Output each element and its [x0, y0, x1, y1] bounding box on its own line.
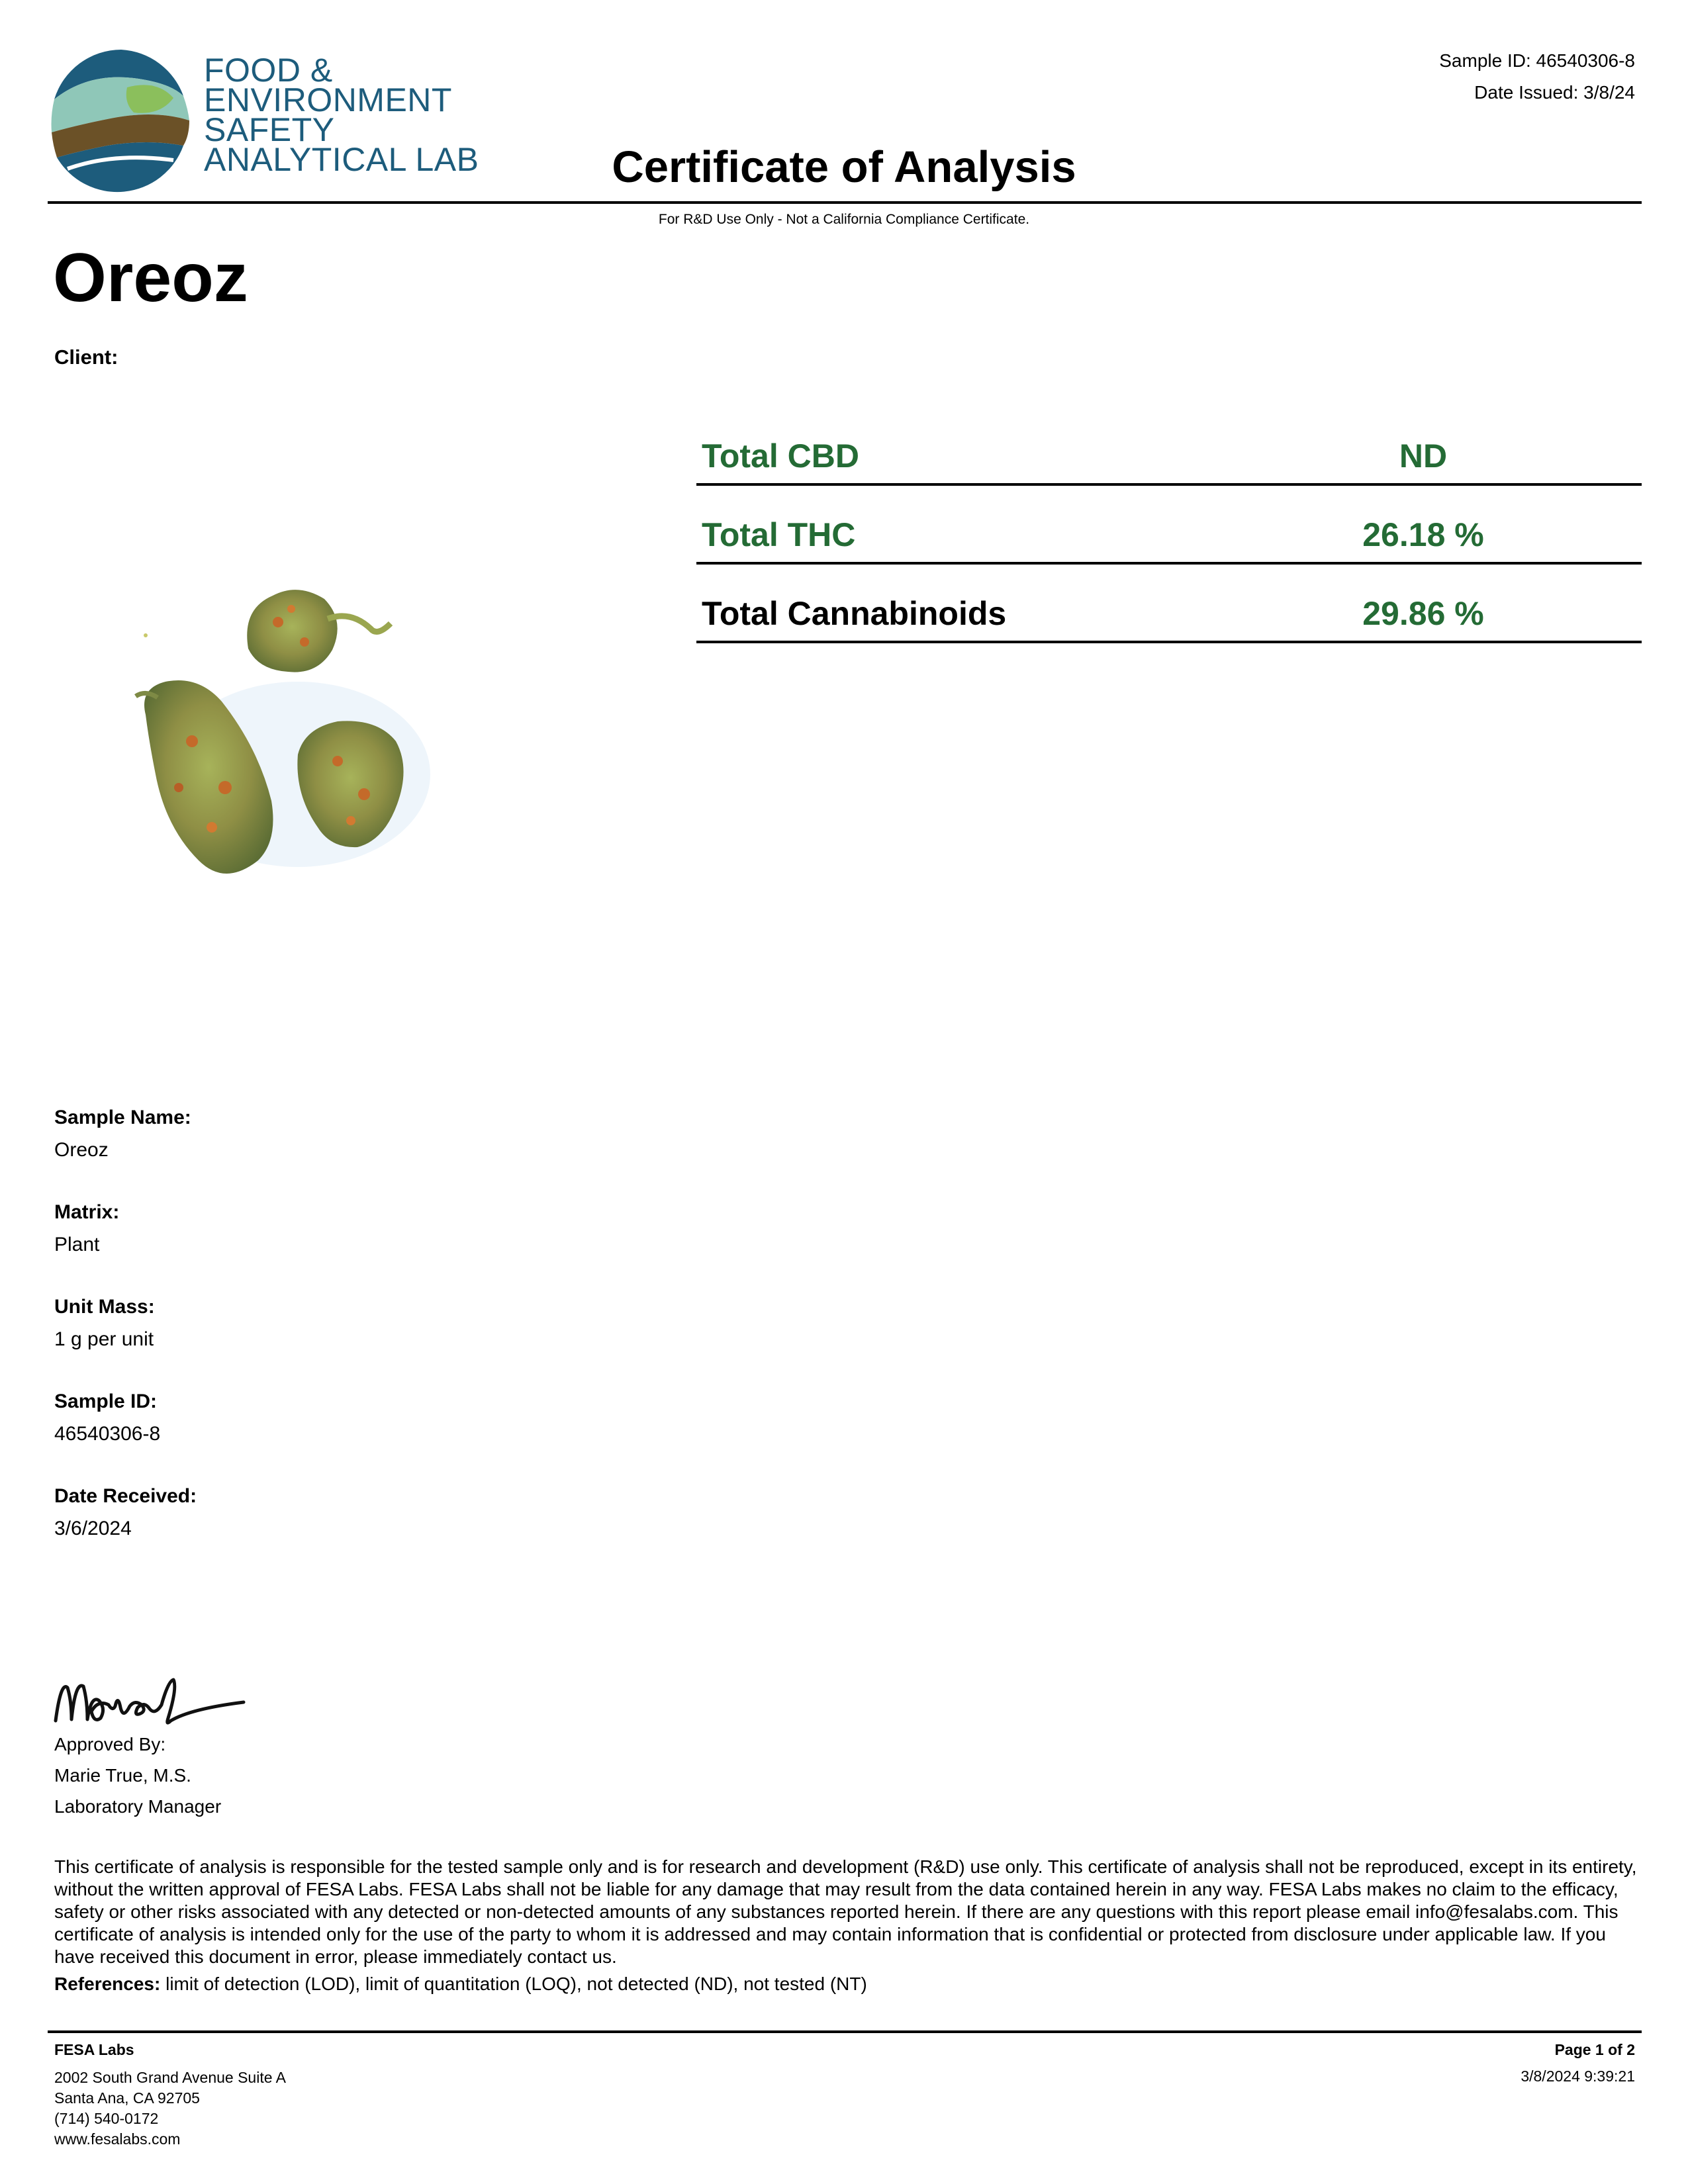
lab-name-line: ANALYTICAL LAB [204, 141, 479, 178]
sample-id-label: Sample ID: [54, 1390, 158, 1412]
product-name: Oreoz [53, 240, 248, 316]
summary-label-total-cannabinoids: Total Cannabinoids [702, 595, 1007, 632]
product-photo [99, 457, 470, 933]
unit-mass-value: 1 g per unit [54, 1328, 154, 1350]
handwritten-signature [52, 1668, 250, 1727]
header-divider [48, 201, 1642, 204]
footer-timestamp: 3/8/2024 9:39:21 [1521, 2068, 1635, 2085]
summary-label-total-cbd: Total CBD [702, 437, 859, 475]
footer-divider [48, 2030, 1642, 2033]
footer-website-link[interactable]: www.fesalabs.com [54, 2130, 181, 2148]
date-received-label: Date Received: [54, 1485, 197, 1507]
unit-mass-label: Unit Mass: [54, 1296, 155, 1318]
disclaimer-note: For R&D Use Only - Not a California Compliance Certificate. [658, 212, 1030, 227]
summary-divider [696, 641, 1642, 643]
footer-address [54, 2068, 286, 2150]
matrix-value: Plant [54, 1234, 100, 1255]
sample-id-value: 46540306-8 [54, 1423, 161, 1445]
footer-address-line: Santa Ana, CA 92705 [54, 2089, 200, 2107]
page-number: Page 1 of 2 [1554, 2041, 1635, 2058]
references-text: limit of detection (LOD), limit of quantitation (LOQ), not detected (ND), not tested (NT) [160, 1974, 867, 1994]
footer-company: FESA Labs [54, 2041, 134, 2058]
sample-name-value: Oreoz [54, 1139, 109, 1161]
approved-by-label: Approved By: [54, 1734, 166, 1754]
lab-name-line: FOOD & [204, 52, 333, 89]
client-label: Client: [54, 345, 118, 369]
matrix-label: Matrix: [54, 1201, 120, 1223]
summary-divider [696, 483, 1642, 486]
lab-name-line: SAFETY [204, 111, 335, 148]
summary-value-total-thc: 26.18 % [1362, 516, 1484, 553]
summary-value-total-cbd: ND [1399, 437, 1448, 475]
sample-name-label: Sample Name: [54, 1107, 191, 1128]
references [54, 1974, 867, 1995]
header-sample-id: Sample ID: 46540306-8 [1439, 50, 1635, 71]
summary-label-total-thc: Total THC [702, 516, 856, 553]
summary-divider [696, 562, 1642, 565]
summary-value-total-cannabinoids: 29.86 % [1362, 595, 1484, 632]
legal-statement: This certificate of analysis is responsible for the tested sample only and is for research and development (R&D) use only. This certificate of analysis shall not be reproduced, except in its entirety, without the written approval of FESA Labs. FESA Labs shall not be liable for any damage that may result from the data contained herein in any way. FESA Labs makes no claim to the efficacy, safety or other risks associated with any detected or non-detected amounts of any substances reported herein. If there are any questions with this report please email info@fesalabs.com. This certificate of analysis is intended only for the use of the party to whom it is addressed and may contain information that is confidential or protected from disclosure under applicable law. If you have received this document in error, please immediately contact us. [54, 1856, 1637, 1967]
approver-name: Marie True, M.S. [54, 1765, 191, 1786]
approver-title: Laboratory Manager [54, 1796, 222, 1817]
footer-address-line: 2002 South Grand Avenue Suite A [54, 2069, 286, 2086]
document-title: Certificate of Analysis [612, 142, 1076, 192]
footer-phone: (714) 540-0172 [54, 2110, 159, 2127]
date-received-value: 3/6/2024 [54, 1518, 132, 1539]
references-label: References: [54, 1974, 161, 1994]
lab-name-line: ENVIRONMENT [204, 81, 452, 118]
header-date-issued: Date Issued: 3/8/24 [1474, 82, 1635, 103]
